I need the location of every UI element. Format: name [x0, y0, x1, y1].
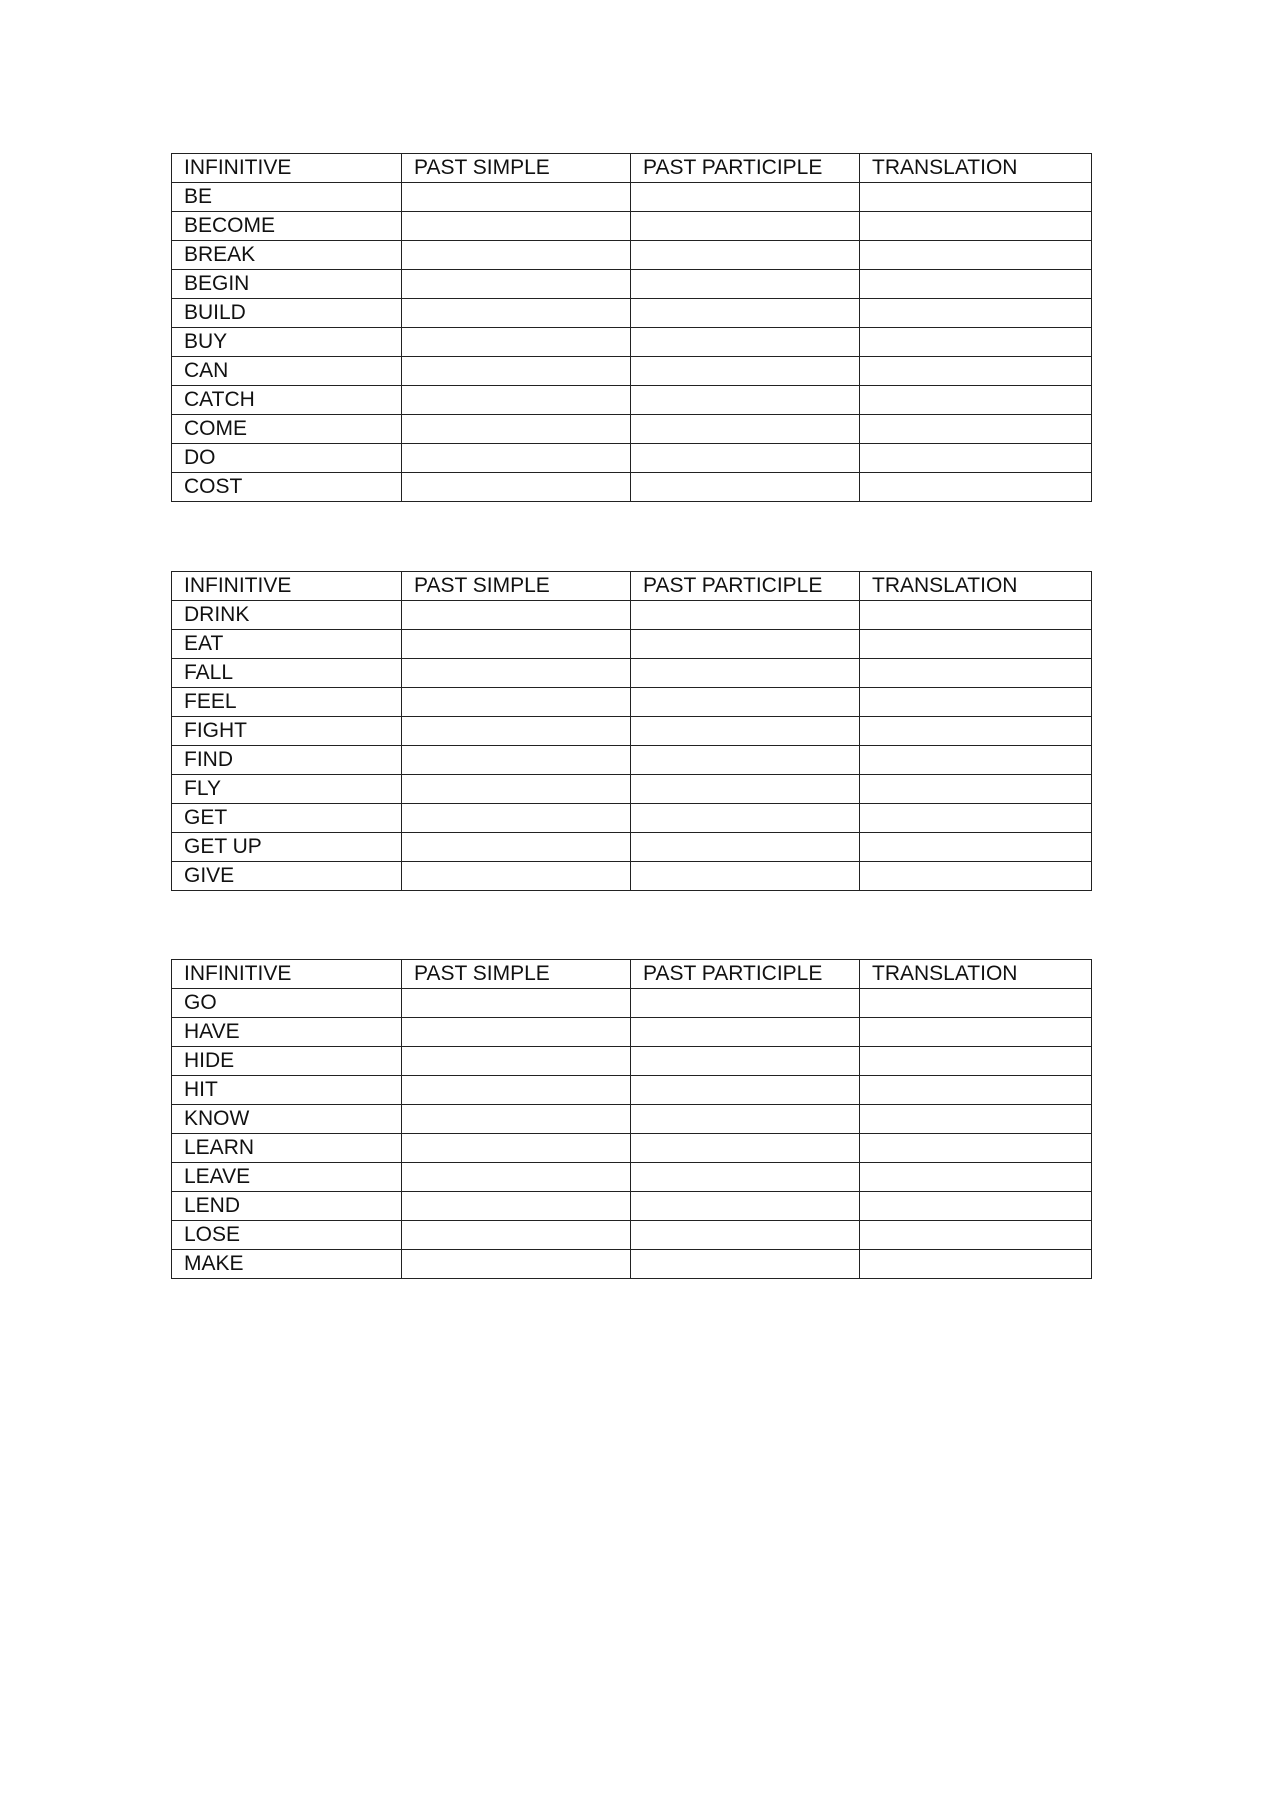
infinitive-cell: GET UP	[172, 833, 402, 862]
translation-cell[interactable]	[860, 1250, 1092, 1279]
translation-cell[interactable]	[860, 1192, 1092, 1221]
translation-cell[interactable]	[860, 415, 1092, 444]
table-row	[172, 688, 1092, 717]
infinitive-cell: FLY	[172, 775, 402, 804]
header-row	[172, 154, 1092, 183]
table-row	[172, 299, 1092, 328]
past-participle-cell[interactable]	[631, 1163, 860, 1192]
past-simple-cell[interactable]	[402, 386, 631, 415]
past-participle-cell[interactable]	[631, 473, 860, 502]
translation-cell[interactable]	[860, 1134, 1092, 1163]
table-row	[172, 1163, 1092, 1192]
infinitive-cell: BUILD	[172, 299, 402, 328]
past-simple-cell[interactable]	[402, 1192, 631, 1221]
past-participle-cell[interactable]	[631, 630, 860, 659]
table-row	[172, 1047, 1092, 1076]
past-simple-cell[interactable]	[402, 717, 631, 746]
past-participle-cell[interactable]	[631, 862, 860, 891]
table-row	[172, 601, 1092, 630]
past-participle-cell[interactable]	[631, 717, 860, 746]
verb-table-3	[171, 959, 1092, 1279]
past-simple-cell[interactable]	[402, 1047, 631, 1076]
past-participle-cell[interactable]	[631, 746, 860, 775]
translation-cell[interactable]	[860, 1076, 1092, 1105]
infinitive-cell: HIDE	[172, 1047, 402, 1076]
header-infinitive: INFINITIVE	[172, 154, 402, 183]
past-simple-cell[interactable]	[402, 299, 631, 328]
past-simple-cell[interactable]	[402, 1134, 631, 1163]
translation-cell[interactable]	[860, 299, 1092, 328]
header-past-participle: PAST PARTICIPLE	[631, 572, 860, 601]
header-infinitive: INFINITIVE	[172, 960, 402, 989]
table-row	[172, 630, 1092, 659]
past-participle-cell[interactable]	[631, 1134, 860, 1163]
table-row	[172, 1250, 1092, 1279]
past-simple-cell[interactable]	[402, 241, 631, 270]
infinitive-cell: FIGHT	[172, 717, 402, 746]
past-simple-cell[interactable]	[402, 415, 631, 444]
infinitive-cell: BUY	[172, 328, 402, 357]
header-past-participle: PAST PARTICIPLE	[631, 154, 860, 183]
infinitive-cell: DRINK	[172, 601, 402, 630]
translation-cell[interactable]	[860, 688, 1092, 717]
past-simple-cell[interactable]	[402, 1163, 631, 1192]
past-participle-cell[interactable]	[631, 212, 860, 241]
past-simple-cell[interactable]	[402, 746, 631, 775]
infinitive-cell: FEEL	[172, 688, 402, 717]
translation-cell[interactable]	[860, 659, 1092, 688]
past-simple-cell[interactable]	[402, 270, 631, 299]
past-participle-cell[interactable]	[631, 1105, 860, 1134]
translation-cell[interactable]	[860, 717, 1092, 746]
table-row	[172, 1105, 1092, 1134]
table-row	[172, 804, 1092, 833]
translation-cell[interactable]	[860, 241, 1092, 270]
infinitive-cell: FALL	[172, 659, 402, 688]
table-row	[172, 989, 1092, 1018]
translation-cell[interactable]	[860, 833, 1092, 862]
table-row	[172, 328, 1092, 357]
table-row	[172, 1018, 1092, 1047]
infinitive-cell: EAT	[172, 630, 402, 659]
past-participle-cell[interactable]	[631, 989, 860, 1018]
translation-cell[interactable]	[860, 212, 1092, 241]
infinitive-cell: CAN	[172, 357, 402, 386]
past-participle-cell[interactable]	[631, 1047, 860, 1076]
table-row	[172, 444, 1092, 473]
table-row	[172, 1221, 1092, 1250]
translation-cell[interactable]	[860, 183, 1092, 212]
past-simple-cell[interactable]	[402, 1105, 631, 1134]
infinitive-cell: LEAVE	[172, 1163, 402, 1192]
past-simple-cell[interactable]	[402, 1221, 631, 1250]
past-participle-cell[interactable]	[631, 775, 860, 804]
infinitive-cell: BEGIN	[172, 270, 402, 299]
infinitive-cell: KNOW	[172, 1105, 402, 1134]
table-row	[172, 183, 1092, 212]
translation-cell[interactable]	[860, 1163, 1092, 1192]
infinitive-cell: BE	[172, 183, 402, 212]
translation-cell[interactable]	[860, 989, 1092, 1018]
table-row	[172, 386, 1092, 415]
past-participle-cell[interactable]	[631, 601, 860, 630]
infinitive-cell: CATCH	[172, 386, 402, 415]
header-row	[172, 960, 1092, 989]
header-past-participle: PAST PARTICIPLE	[631, 960, 860, 989]
infinitive-cell: FIND	[172, 746, 402, 775]
table-row	[172, 212, 1092, 241]
translation-cell[interactable]	[860, 1018, 1092, 1047]
past-simple-cell[interactable]	[402, 328, 631, 357]
past-simple-cell[interactable]	[402, 1018, 631, 1047]
past-participle-cell[interactable]	[631, 1018, 860, 1047]
table-row	[172, 717, 1092, 746]
past-simple-cell[interactable]	[402, 659, 631, 688]
past-participle-cell[interactable]	[631, 804, 860, 833]
past-participle-cell[interactable]	[631, 833, 860, 862]
past-participle-cell[interactable]	[631, 270, 860, 299]
header-translation: TRANSLATION	[860, 154, 1092, 183]
translation-cell[interactable]	[860, 270, 1092, 299]
translation-cell[interactable]	[860, 1047, 1092, 1076]
table-row	[172, 1076, 1092, 1105]
table-row	[172, 415, 1092, 444]
table-row	[172, 241, 1092, 270]
past-simple-cell[interactable]	[402, 1250, 631, 1279]
infinitive-cell: LEARN	[172, 1134, 402, 1163]
past-participle-cell[interactable]	[631, 386, 860, 415]
verb-table-1	[171, 153, 1092, 502]
past-participle-cell[interactable]	[631, 328, 860, 357]
past-participle-cell[interactable]	[631, 688, 860, 717]
infinitive-cell: BECOME	[172, 212, 402, 241]
translation-cell[interactable]	[860, 775, 1092, 804]
past-simple-cell[interactable]	[402, 804, 631, 833]
translation-cell[interactable]	[860, 386, 1092, 415]
past-simple-cell[interactable]	[402, 862, 631, 891]
translation-cell[interactable]	[860, 473, 1092, 502]
infinitive-cell: GET	[172, 804, 402, 833]
translation-cell[interactable]	[860, 328, 1092, 357]
infinitive-cell: LOSE	[172, 1221, 402, 1250]
past-participle-cell[interactable]	[631, 183, 860, 212]
verb-table-2	[171, 571, 1092, 891]
table-row	[172, 659, 1092, 688]
past-participle-cell[interactable]	[631, 659, 860, 688]
infinitive-cell: MAKE	[172, 1250, 402, 1279]
past-simple-cell[interactable]	[402, 688, 631, 717]
past-participle-cell[interactable]	[631, 1221, 860, 1250]
past-participle-cell[interactable]	[631, 444, 860, 473]
table-row	[172, 862, 1092, 891]
infinitive-cell: BREAK	[172, 241, 402, 270]
past-simple-cell[interactable]	[402, 444, 631, 473]
infinitive-cell: GIVE	[172, 862, 402, 891]
translation-cell[interactable]	[860, 444, 1092, 473]
header-past-simple: PAST SIMPLE	[402, 572, 631, 601]
past-simple-cell[interactable]	[402, 1076, 631, 1105]
header-translation: TRANSLATION	[860, 572, 1092, 601]
header-past-simple: PAST SIMPLE	[402, 960, 631, 989]
header-past-simple: PAST SIMPLE	[402, 154, 631, 183]
past-simple-cell[interactable]	[402, 357, 631, 386]
table-row	[172, 746, 1092, 775]
translation-cell[interactable]	[860, 601, 1092, 630]
past-simple-cell[interactable]	[402, 183, 631, 212]
header-infinitive: INFINITIVE	[172, 572, 402, 601]
past-simple-cell[interactable]	[402, 601, 631, 630]
infinitive-cell: COST	[172, 473, 402, 502]
translation-cell[interactable]	[860, 862, 1092, 891]
past-simple-cell[interactable]	[402, 775, 631, 804]
translation-cell[interactable]	[860, 357, 1092, 386]
table-row	[172, 473, 1092, 502]
table-row	[172, 1192, 1092, 1221]
past-participle-cell[interactable]	[631, 1250, 860, 1279]
past-participle-cell[interactable]	[631, 357, 860, 386]
past-participle-cell[interactable]	[631, 241, 860, 270]
infinitive-cell: DO	[172, 444, 402, 473]
table-row	[172, 357, 1092, 386]
translation-cell[interactable]	[860, 630, 1092, 659]
header-translation: TRANSLATION	[860, 960, 1092, 989]
translation-cell[interactable]	[860, 746, 1092, 775]
past-simple-cell[interactable]	[402, 989, 631, 1018]
past-participle-cell[interactable]	[631, 1192, 860, 1221]
past-simple-cell[interactable]	[402, 630, 631, 659]
table-row	[172, 775, 1092, 804]
infinitive-cell: COME	[172, 415, 402, 444]
table-row	[172, 1134, 1092, 1163]
header-row	[172, 572, 1092, 601]
past-participle-cell[interactable]	[631, 415, 860, 444]
past-simple-cell[interactable]	[402, 473, 631, 502]
infinitive-cell: GO	[172, 989, 402, 1018]
infinitive-cell: HIT	[172, 1076, 402, 1105]
table-row	[172, 833, 1092, 862]
infinitive-cell: LEND	[172, 1192, 402, 1221]
infinitive-cell: HAVE	[172, 1018, 402, 1047]
translation-cell[interactable]	[860, 1221, 1092, 1250]
past-simple-cell[interactable]	[402, 212, 631, 241]
past-participle-cell[interactable]	[631, 1076, 860, 1105]
past-simple-cell[interactable]	[402, 833, 631, 862]
table-row	[172, 270, 1092, 299]
past-participle-cell[interactable]	[631, 299, 860, 328]
translation-cell[interactable]	[860, 804, 1092, 833]
translation-cell[interactable]	[860, 1105, 1092, 1134]
